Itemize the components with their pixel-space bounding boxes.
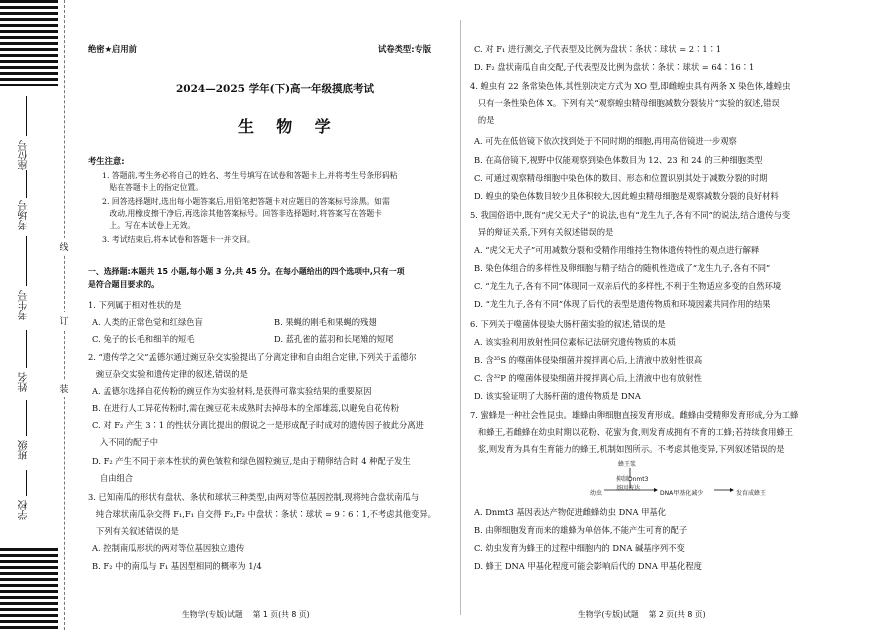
section1-heading-cont: 是符合题目要求的。 [88,280,160,289]
notice-line: 上。写在本试卷上无效。 [102,221,196,230]
option-6c: C. 含³²P 的噬菌体侵染细菌并搅拌离心后,上清液中也有放射性 [474,373,702,383]
option-1b: B. 果蝇的刚毛和果蝇的残翅 [274,317,377,327]
option-3c: C. 对 F₁ 进行测交,子代表型及比例为盘状∶条状∶球状 = 2∶1∶1 [474,44,722,54]
notice-line: 改动,用橡皮擦干净后,再选涂其他答案标号。回答非选择题时,将答案写在答题卡 [102,209,382,218]
question-3: 3. 已知南瓜的形状有盘状、条状和球状三种类型,由两对等位基因控制,现将纯合盘状南瓜与 [88,492,420,502]
field-seat-number: 座位号 [19,140,30,170]
question-7-cont: 和蜂王,若雌蜂在幼虫时期以花粉、花蜜为食,则发育成拥有不育的工蜂;若持续食用蜂王 [470,427,793,437]
page-footer-left: 生物学(专版)试题 第 1 页(共 8 页) [182,610,310,619]
question-4-cont: 只有一条性染色体 X。下列有关“观察蝗虫精母细胞减数分裂装片”实验的叙述,错误 [470,98,780,108]
option-2b: B. 在进行人工异花传粉时,需在豌豆花未成熟时去掉母本的全部雄蕊,以避免自花传粉 [92,403,400,413]
notice-line: 3. 考试结束后,将本试卷和答题卡一并交回。 [102,235,255,244]
option-1d: D. 蓝孔雀的蓝羽和长尾雉的短尾 [274,334,394,344]
figure-larva: 幼虫 [590,490,603,497]
question-4-cont: 的是 [470,115,495,125]
figure-gene-expression: 基因表达 [616,485,641,492]
question-4: 4. 蝗虫有 22 条常染色体,其性别决定方式为 XO 型,即雌蝗虫具有两条 X 染色体,雄蝗虫 [470,81,791,91]
notice-line: 2. 回答选择题时,选出每小题答案后,用铅笔把答题卡对应题目的答案标号涂黑。如需 [102,197,390,206]
question-7-cont: 浆,则发育为具有生育能力的蜂王,机制如图所示。不考虑其他变异,下列叙述错误的是 [470,444,785,454]
question-2: 2. “遗传学之父”孟德尔通过豌豆杂交实验提出了分离定律和自由组合定律,下列关于孟德尔 [88,352,417,362]
question-2-cont: 豌豆杂交实验和遗传定律的叙述,错误的是 [88,369,248,379]
barcode-bars-bottom [0,548,58,630]
field-line [26,170,27,198]
field-line [26,400,27,436]
option-5d: D. “龙生九子,各有不同”体现了后代的表型是遗传物质和环境因素共同作用的结果 [474,299,771,309]
field-exam-number: 考生号 [19,290,30,320]
field-name: 姓名 [19,372,30,392]
paper-type: 试卷类型:专版 [378,44,432,54]
option-1a: A. 人类的正常色觉和红绿色盲 [92,317,203,327]
notice-line: 1. 答题前,考生务必将自己的姓名、考生号填写在试卷和答题卡上,并将考生号条形码粘 [102,171,398,180]
question-1: 1. 下列属于相对性状的是 [88,300,182,310]
exam-title: 2024—2025 学年(下)高一年级摸底考试 [176,83,375,95]
notice-title: 考生注意: [88,156,125,166]
option-2a: A. 孟德尔选择自花传粉的豌豆作为实验材料,是获得可靠实验结果的重要原因 [92,386,372,396]
question-7: 7. 蜜蜂是一种社会性昆虫。雄蜂由卵细胞直接发育形成。雌蜂由受精卵发育形成,分为工蜂 [470,410,799,420]
option-2d-cont: 自由组合 [92,473,134,483]
figure-queen: 发育成蜂王 [736,490,767,497]
barcode-bars-top [0,0,58,86]
question-5-cont: 异的辩证关系,下列有关叙述错误的是 [470,227,614,237]
field-line [26,236,27,286]
option-1c: C. 兔子的长毛和细羊的短毛 [92,334,195,344]
option-4a: A. 可先在低倍镜下依次找到处于不同时期的细胞,再用高倍镜进一步观察 [474,136,737,146]
question-3-cont: 下列有关叙述错误的是 [88,526,179,536]
page-footer-right: 生物学(专版)试题 第 2 页(共 8 页) [578,610,706,619]
field-line [26,330,27,368]
secret-label: 绝密★启用前 [88,44,137,54]
binding-strip [0,0,80,630]
question-5: 5. 我国俗语中,既有“虎父无犬子”的说法,也有“龙生九子,各有不同”的说法,结合遗传与变 [470,210,791,220]
figure-dna-methylation: DNA甲基化减少 [660,490,704,497]
option-7b: B. 由卵细胞发育而来的雄蜂为单倍体,不能产生可育的配子 [474,525,688,535]
section1-heading: 一、选择题:本题共 15 小题,每小题 3 分,共 45 分。在每小题给出的四个选项中,只有一项 [88,267,405,276]
question-6: 6. 下列关于噬菌体侵染大肠杆菌实验的叙述,错误的是 [470,319,666,329]
cut-mark-bind: 订 [57,312,71,329]
field-school: 学校 [19,500,30,520]
option-3b: B. F₂ 中的南瓜与 F₁ 基因型相同的概率为 1/4 [92,561,262,571]
option-7a: A. Dnmt3 基因表达产物促进雌蜂幼虫 DNA 甲基化 [474,507,667,517]
option-5b: B. 染色体组合的多样性及卵细胞与精子结合的随机性造成了“龙生九子,各有不同” [474,263,771,273]
field-room-number: 考场号 [19,200,30,230]
option-4d: D. 蝗虫的染色体数目较少且体积较大,因此蝗虫精母细胞是观察减数分裂的良好材料 [474,191,779,201]
option-6b: B. 含³⁵S 的噬菌体侵染细菌并搅拌离心后,上清液中放射性很高 [474,355,703,365]
option-7c: C. 幼虫发育为蜂王的过程中细胞内的 DNA 碱基序列不变 [474,543,685,553]
option-2c-cont: 入不同的配子中 [92,437,158,447]
arrow-head-1 [654,488,658,492]
option-4c: C. 可通过观察精母细胞中染色体的数目、形态和位置识别其处于减数分裂的时期 [474,173,768,183]
option-2d: D. F₂ 产生不同于亲本性状的黄色皱粒和绿色圆粒豌豆,是由于精卵结合时 4 种配子发生 [92,456,411,466]
option-7d: D. 蜂王 DNA 甲基化程度可能会影响后代的 DNA 甲基化程度 [474,561,702,571]
cut-mark-line: 线 [57,238,71,255]
notice-line: 贴在答题卡上的指定位置。 [102,183,203,192]
option-2c: C. 对 F₂ 产生 3∶1 的性状分离比提出的假说之一是形成配子时成对的遗传因子彼此分离进 [92,420,424,430]
field-line [26,96,27,136]
option-5a: A. “虎父无犬子”可用减数分裂和受精作用维持生物体遗传特性的观点进行解释 [474,245,760,255]
cut-mark-pack: 装 [57,380,71,397]
figure-royal-jelly: 蜂王浆 [618,461,637,468]
figure-inhibit: 抑制Dnmt3 [616,476,649,483]
option-3a: A. 控制南瓜形状的两对等位基因独立遗传 [92,543,245,553]
column-divider [460,20,461,615]
option-4b: B. 在高倍镜下,视野中仅能观察到染色体数目为 12、23 和 24 的三种细胞类型 [474,155,763,165]
subject-title: 生 物 学 [238,117,331,136]
option-6a: A. 该实验利用放射性同位素标记法研究遗传物质的本质 [474,337,677,347]
field-class: 班级 [19,440,30,460]
question-3-cont: 纯合球状南瓜杂交得 F₁,F₁ 自交得 F₂,F₂ 中盘状∶条状∶球状 = 9∶6∶1,不考虑其他变异。 [88,509,436,519]
arrow-head-2 [730,488,734,492]
option-6d: D. 该实验证明了大肠杆菌的遗传物质是 DNA [474,391,641,401]
field-line [26,470,27,496]
option-3d: D. F₂ 盘状南瓜自由交配,子代表型及比例为盘状∶条状∶球状 = 64∶16∶1 [474,62,755,72]
option-5c: C. “龙生九子,各有不同”体现同一双亲后代的多样性,不利于生物适应多变的自然环境 [474,281,782,291]
